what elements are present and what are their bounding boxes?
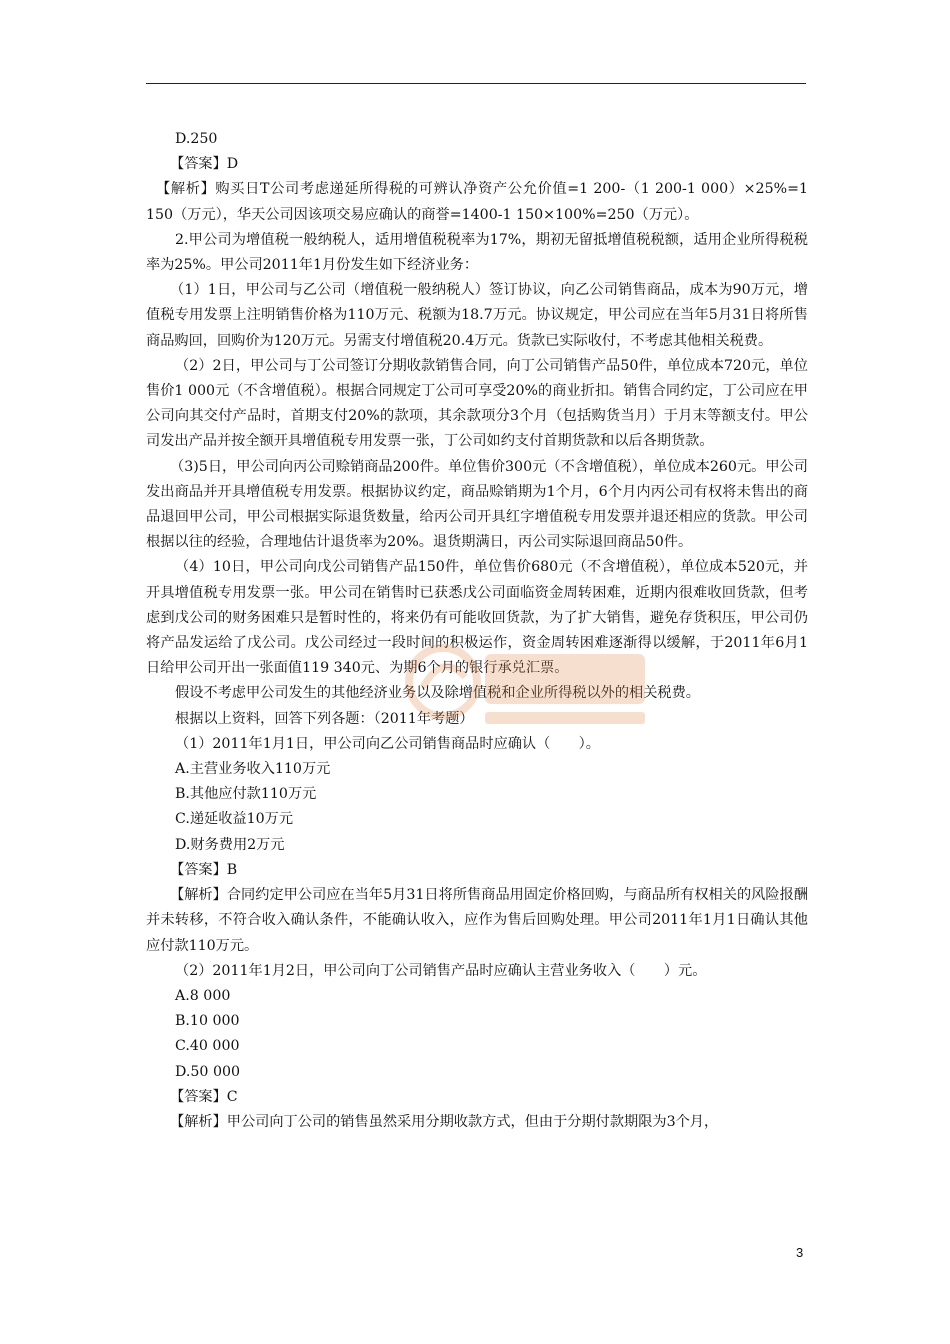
paragraph: 【答案】C xyxy=(170,1088,238,1105)
paragraph: （3)5日，甲公司向丙公司赊销商品200件。单位售价300元（不含增值税），单位成本260元。甲公司发出商品并开具增值税专用发票。根据协议约定，商品赊销期为1个月，6个月内丙公司有权将未售出的商品退回甲公司，甲公司根据实际退货数量，给丙公司开具红字增值税专用发票并退还相应的货款。甲公司根据以往的经验，合理地估计退货率为20%。退货期满日，丙公司实际退回商品50件。 xyxy=(146,458,808,551)
paragraph: 假设不考虑甲公司发生的其他经济业务以及除增值税和企业所得税以外的相关税费。 xyxy=(175,685,700,702)
paragraph: D.250 xyxy=(175,131,218,147)
paragraph: 【解析】甲公司向丁公司的销售虽然采用分期收款方式，但由于分期付款期限为3个月， xyxy=(170,1113,719,1130)
page-number: 3 xyxy=(796,1245,804,1260)
paragraph: B.10 000 xyxy=(175,1013,240,1030)
paragraph: 【解析】合同约定甲公司应在当年5月31日将所售商品用固定价格回购，与商品所有权相关的风险报酬并未转移，不符合收入确认条件，不能确认收入，应作为售后回购处理。甲公司2011年1月1日确认其他应付款110万元。 xyxy=(146,887,808,954)
paragraph: （1）1日，甲公司与乙公司（增值税一般纳税人）签订协议，向乙公司销售商品，成本为90万元，增值税专用发票上注明销售价格为110万元、税额为18.7万元。协议规定，甲公司应在当年5月31日将所售商品购回，回购价为120万元。另需支付增值税20.4万元。货款已实际收付，不考虑其他相关税费。 xyxy=(146,282,808,349)
paragraph: A.8 000 xyxy=(175,987,231,1004)
paragraph: 【答案】B xyxy=(170,861,238,878)
paragraph: 【答案】D xyxy=(170,156,239,173)
paragraph: D.50 000 xyxy=(175,1063,241,1080)
document-body xyxy=(146,127,813,1135)
paragraph: 根据以上资料，回答下列各题：（2011年考题） xyxy=(175,710,474,727)
paragraph: C.递延收益10万元 xyxy=(175,811,294,828)
paragraph: D.财务费用2万元 xyxy=(175,836,285,853)
paragraph: （4）10日，甲公司向戊公司销售产品150件，单位售价680元（不含增值税），单位成本520元，并开具增值税专用发票一张。甲公司在销售时已获悉戊公司面临资金周转困难，近期内很难收回货款，但考虑到戊公司的财务困难只是暂时性的，将来仍有可能收回货款，为了扩大销售，避免存货积压，甲公司仍将产品发运给了戊公司。戊公司经过一段时间的积极运作，资金周转困难逐渐得以缓解，于2011年6月1日给甲公司开出一张面值119 340元、为期6个月的银行承兑汇票。 xyxy=(146,559,808,677)
paragraph: （2）2日，甲公司与丁公司签订分期收款销售合同，向丁公司销售产品50件，单位成本720元，单位售价1 000元（不含增值税）。根据合同规定丁公司可享受20%的商业折扣。销售合同约定，丁公司应在甲公司向其交付产品时，首期支付20%的款项，其余款项分3个月（包括购货当月）于月末等额支付。甲公司发出产品并按全额开具增值税专用发票一张，丁公司如约支付首期货款和以后各期货款。 xyxy=(146,357,808,450)
paragraph: （2）2011年1月2日，甲公司向丁公司销售产品时应确认主营业务收入（ ）元。 xyxy=(175,962,707,979)
paragraph: 【解析】购买日T公司考虑递延所得税的可辨认净资产公允价值=1 200-（1 200-1 000）×25%=1 150（万元），华天公司因该项交易应确认的商誉=1400-1 150×100%=250（万元）。 xyxy=(146,181,813,223)
paragraph: C.40 000 xyxy=(175,1038,240,1055)
header-rule xyxy=(146,83,806,84)
paragraph: （1）2011年1月1日，甲公司向乙公司销售商品时应确认（ ）。 xyxy=(175,735,600,752)
paragraph: B.其他应付款110万元 xyxy=(175,786,317,803)
paragraph: A.主营业务收入110万元 xyxy=(175,761,331,778)
paragraph: 2.甲公司为增值税一般纳税人，适用增值税税率为17%，期初无留抵增值税税额，适用企业所得税税率为25%。甲公司2011年1月份发生如下经济业务： xyxy=(146,231,808,274)
